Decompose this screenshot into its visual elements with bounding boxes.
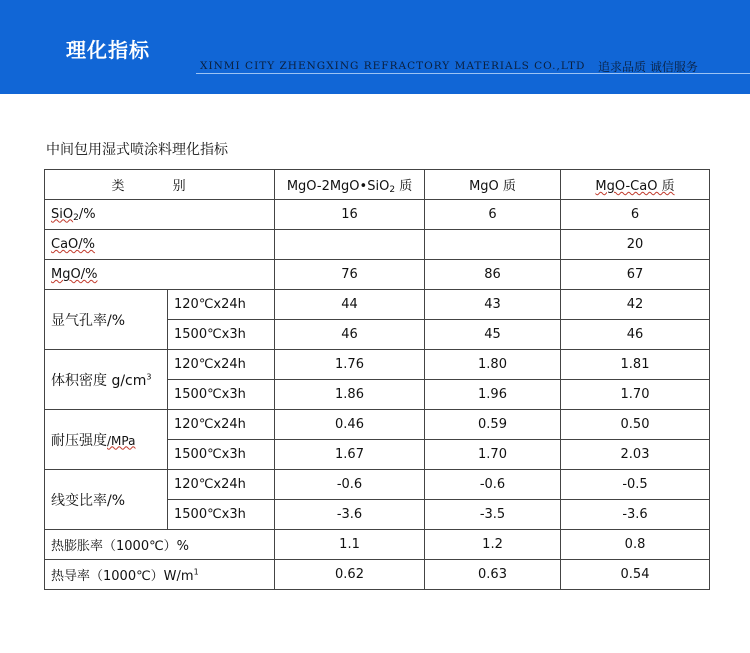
cell-value: 43: [425, 290, 561, 320]
cell-value: 1.67: [275, 440, 425, 470]
row-label-linear-change: 线变比率/%: [45, 470, 168, 530]
cell-value: 0.62: [275, 560, 425, 590]
cell-value: 1.76: [275, 350, 425, 380]
cell-value: 1.86: [275, 380, 425, 410]
table-row: [45, 200, 710, 230]
cell-value: 44: [275, 290, 425, 320]
table-row: [45, 230, 710, 260]
row-label-cao: CaO/%: [45, 230, 275, 260]
cell-value: 86: [425, 260, 561, 290]
cell-value: -3.6: [275, 500, 425, 530]
row-label-sio2: SiO2/%: [45, 200, 275, 230]
table-row: [45, 410, 710, 440]
header-mgo-2mgo-sio2: MgO-2MgO•SiO2 质: [275, 170, 425, 200]
cell-condition: 120℃x24h: [168, 470, 275, 500]
cell-condition: 1500℃x3h: [168, 500, 275, 530]
row-label-thermal-expansion: 热膨胀率（1000℃）%: [45, 530, 275, 560]
cell-value: 16: [275, 200, 425, 230]
cell-value: 46: [561, 320, 710, 350]
cell-value: 76: [275, 260, 425, 290]
row-label-density: 体积密度 $g/cm^3$: [45, 350, 168, 410]
cell-value: -0.6: [425, 470, 561, 500]
cell-value: [425, 230, 561, 260]
header-banner: [0, 0, 750, 94]
table-row: [45, 560, 710, 590]
cell-value: [275, 230, 425, 260]
table-header-row: [45, 170, 710, 200]
cell-condition: 1500℃x3h: [168, 320, 275, 350]
table-row: [45, 290, 710, 320]
cell-value: 6: [561, 200, 710, 230]
cell-value: 1.2: [425, 530, 561, 560]
cell-value: 2.03: [561, 440, 710, 470]
cell-condition: 120℃x24h: [168, 290, 275, 320]
cell-value: 0.54: [561, 560, 710, 590]
cell-value: 1.1: [275, 530, 425, 560]
cell-value: -0.5: [561, 470, 710, 500]
spec-table: [44, 169, 710, 590]
table-row: [45, 470, 710, 500]
cell-value: 42: [561, 290, 710, 320]
cell-value: -0.6: [275, 470, 425, 500]
row-label-mgo: MgO/%: [45, 260, 275, 290]
row-label-thermal-conductivity: 热导率$(1000℃)W/m^1$: [45, 560, 275, 590]
cell-value: 0.46: [275, 410, 425, 440]
cell-value: 1.81: [561, 350, 710, 380]
cell-value: 0.8: [561, 530, 710, 560]
cell-value: 46: [275, 320, 425, 350]
cell-condition: 1500℃x3h: [168, 440, 275, 470]
header-mgo-cao: MgO-CaO 质: [561, 170, 710, 200]
cell-value: 67: [561, 260, 710, 290]
header-category: 类 别: [45, 170, 275, 200]
row-label-porosity: 显气孔率/%: [45, 290, 168, 350]
cell-value: 6: [425, 200, 561, 230]
company-name: XINMI CITY ZHENGXING REFRACTORY MATERIALS CO.,LTD: [200, 60, 586, 72]
cell-value: -3.6: [561, 500, 710, 530]
table-row: [45, 350, 710, 380]
cell-value: 0.63: [425, 560, 561, 590]
cell-condition: 1500℃x3h: [168, 380, 275, 410]
cell-value: -3.5: [425, 500, 561, 530]
table-row: [45, 530, 710, 560]
cell-value: 1.70: [561, 380, 710, 410]
header-mgo: MgO 质: [425, 170, 561, 200]
cell-value: 1.96: [425, 380, 561, 410]
cell-value: 20: [561, 230, 710, 260]
cell-value: 0.59: [425, 410, 561, 440]
cell-condition: 120℃x24h: [168, 410, 275, 440]
table-row: [45, 260, 710, 290]
cell-value: 45: [425, 320, 561, 350]
row-label-strength: 耐压强度/MPa: [45, 410, 168, 470]
page-title: 理化指标: [66, 38, 150, 62]
cell-condition: 120℃x24h: [168, 350, 275, 380]
company-slogan: 追求品质 诚信服务: [598, 60, 698, 74]
cell-value: 1.80: [425, 350, 561, 380]
document-title: 中间包用湿式喷涂料理化指标: [46, 142, 228, 158]
cell-value: 1.70: [425, 440, 561, 470]
cell-value: 0.50: [561, 410, 710, 440]
